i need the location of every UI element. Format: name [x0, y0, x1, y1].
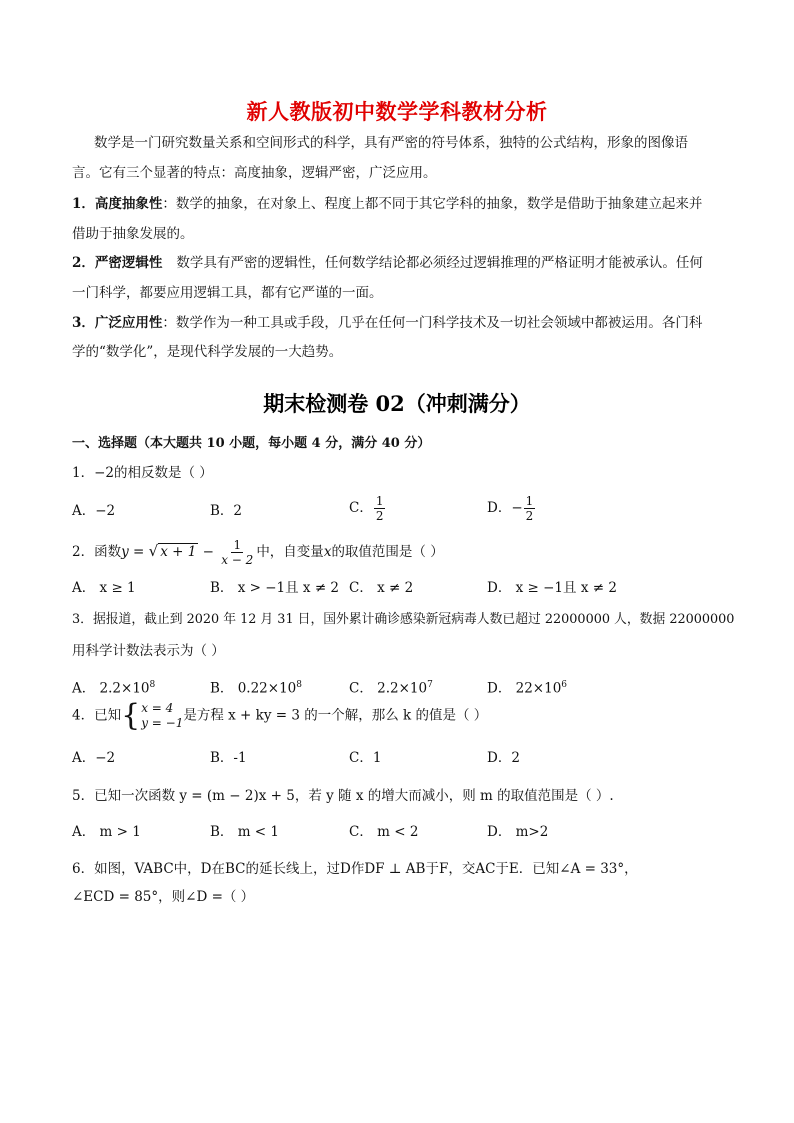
question-4-stem — [72, 698, 488, 733]
q5-option-a: A． m > 1 — [72, 824, 141, 840]
q4-system-of-equations: { x = 4 y = −1 — [121, 698, 184, 733]
fraction-numerator: 1 — [525, 494, 534, 508]
q3-option-c-exponent: 7 — [427, 680, 433, 690]
question-6-line-2: ∠ECD = 85°，则∠D =（ ） — [72, 889, 255, 905]
q3-option-b — [210, 674, 302, 700]
q2-sqrt-content: x + 1 — [160, 544, 197, 560]
q2-stem-post-a: 中，自变量 — [256, 544, 324, 560]
feature-1 — [72, 194, 702, 214]
feature-1-label: 1．高度抽象性 — [72, 196, 163, 212]
q1-option-d-label: D．− — [487, 500, 523, 516]
q2-var-x: x — [323, 544, 332, 560]
intro-line-1: 数学是一门研究数量关系和空间形式的科学，具有严密的符号体系，独特的公式结构，形象的图像语 — [94, 135, 688, 151]
q1-option-b: B．2 — [210, 503, 243, 519]
q2-stem-post-b: 的取值范围是（ ） — [331, 544, 444, 560]
feature-2-text: 数学具有严密的逻辑性，任何数学结论都必须经过逻辑推理的严格证明才能被承认。任何 — [176, 255, 703, 271]
question-3-line-2: 用科学计数法表示为（ ） — [72, 643, 225, 659]
q4-system-row-2: y = −1 — [141, 716, 184, 730]
document-title: 新人教版初中数学学科教材分析 — [246, 100, 548, 124]
feature-1-text: ：数学的抽象，在对象上、程度上都不同于其它学科的抽象，数学是借助于抽象建立起来并 — [162, 196, 703, 212]
q1-option-c-label: C． — [349, 500, 373, 516]
feature-1-line-2: 借助于抽象发展的。 — [72, 226, 194, 242]
q1-option-d — [487, 494, 536, 523]
q3-option-b-base: B． 0.22×10 — [210, 680, 297, 697]
q4-stem-pre: 4．已知 — [72, 707, 122, 724]
section-header: 一、选择题（本大题共 10 小题，每小题 4 分，满分 40 分） — [72, 436, 431, 451]
q1-option-a: A．−2 — [72, 503, 116, 519]
q3-option-c-base: C． 2.2×10 — [349, 680, 428, 697]
feature-3-text: ：数学作为一种工具或手段，几乎在任何一门科学技术及一切社会领域中都被运用。各门科 — [162, 315, 703, 331]
q4-system-row-1: x = 4 — [141, 701, 174, 715]
q5-option-b: B． m < 1 — [210, 824, 279, 840]
q2-option-d: D． x ≥ −1且 x ≠ 2 — [487, 580, 617, 596]
question-1-stem: 1．−2的相反数是（ ） — [72, 465, 213, 481]
q4-option-c: C．1 — [349, 750, 382, 766]
q2-stem-pre: 2．函数 — [72, 544, 122, 560]
question-3-line-1: 3．据报道，截止到 2020 年 12 月 31 日，国外累计确诊感染新冠病毒人数已超过 22000000 人，数据 22000000 — [72, 612, 735, 627]
feature-2-label: 2．严密逻辑性 — [72, 255, 163, 271]
question-6-line-1: 6．如图，VABC中，D在BC的延长线上，过D作DF ⊥ AB于F，交AC于E．已知∠A = 33°， — [72, 861, 638, 877]
q2-option-c: C． x ≠ 2 — [349, 580, 414, 596]
q3-option-a-exponent: 8 — [149, 680, 156, 690]
q3-option-a — [72, 674, 155, 700]
feature-3-label: 3．广泛应用性 — [72, 315, 163, 331]
q3-option-d-base: D． 22×10 — [487, 680, 562, 697]
q5-option-c: C． m < 2 — [349, 824, 419, 840]
q2-var-y: y — [121, 544, 129, 560]
q3-option-d-exponent: 6 — [561, 680, 568, 690]
feature-3-line-2: 学的“数学化”，是现代科学发展的一大趋势。 — [72, 344, 343, 360]
q3-option-d — [487, 674, 567, 700]
q4-option-d: D．2 — [487, 750, 520, 766]
q3-option-b-exponent: 8 — [296, 680, 302, 690]
q3-option-c — [349, 674, 433, 700]
q2-fraction — [219, 538, 255, 567]
q5-option-d: D． m>2 — [487, 824, 549, 840]
q4-option-b: B．-1 — [210, 750, 247, 766]
exam-title: 期末检测卷 02（冲刺满分） — [263, 391, 531, 416]
q1-option-c-fraction — [374, 494, 386, 523]
q3-option-a-base: A． 2.2×10 — [72, 680, 150, 697]
q1-option-d-fraction — [524, 494, 536, 523]
q2-option-a: A． x ≥ 1 — [72, 580, 136, 596]
fraction-numerator: 1 — [375, 494, 384, 508]
q2-minus: − — [198, 544, 219, 560]
question-5-stem: 5．已知一次函数 y = (m − 2)x + 5，若 y 随 x 的增大而减小，则 m 的取值范围是（ ）. — [72, 788, 614, 804]
q1-option-c — [349, 494, 386, 523]
fraction-denominator: x − 2 — [221, 553, 254, 567]
feature-2-line-2: 一门科学，都要应用逻辑工具，都有它严谨的一面。 — [72, 285, 383, 301]
feature-3 — [72, 313, 702, 333]
q2-option-b: B． x > −1且 x ≠ 2 — [210, 580, 340, 596]
q4-option-a: A．−2 — [72, 750, 116, 766]
intro-line-2: 言。它有三个显著的特点：高度抽象，逻辑严密，广泛应用。 — [72, 165, 437, 181]
question-2-stem: 2．函数y = √ x + 1 − $\frac{1}{x - 2}$ 中，自变量x的取值范围是（ ） — [72, 538, 444, 567]
q4-stem-post: 是方程 x + ky = 3 的一个解，那么 k 的值是（ ） — [183, 707, 488, 724]
fraction-denominator: 2 — [375, 509, 384, 523]
feature-2 — [72, 253, 703, 273]
q2-equals: = — [128, 544, 149, 560]
fraction-numerator: 1 — [233, 538, 242, 552]
fraction-denominator: 2 — [525, 509, 534, 523]
